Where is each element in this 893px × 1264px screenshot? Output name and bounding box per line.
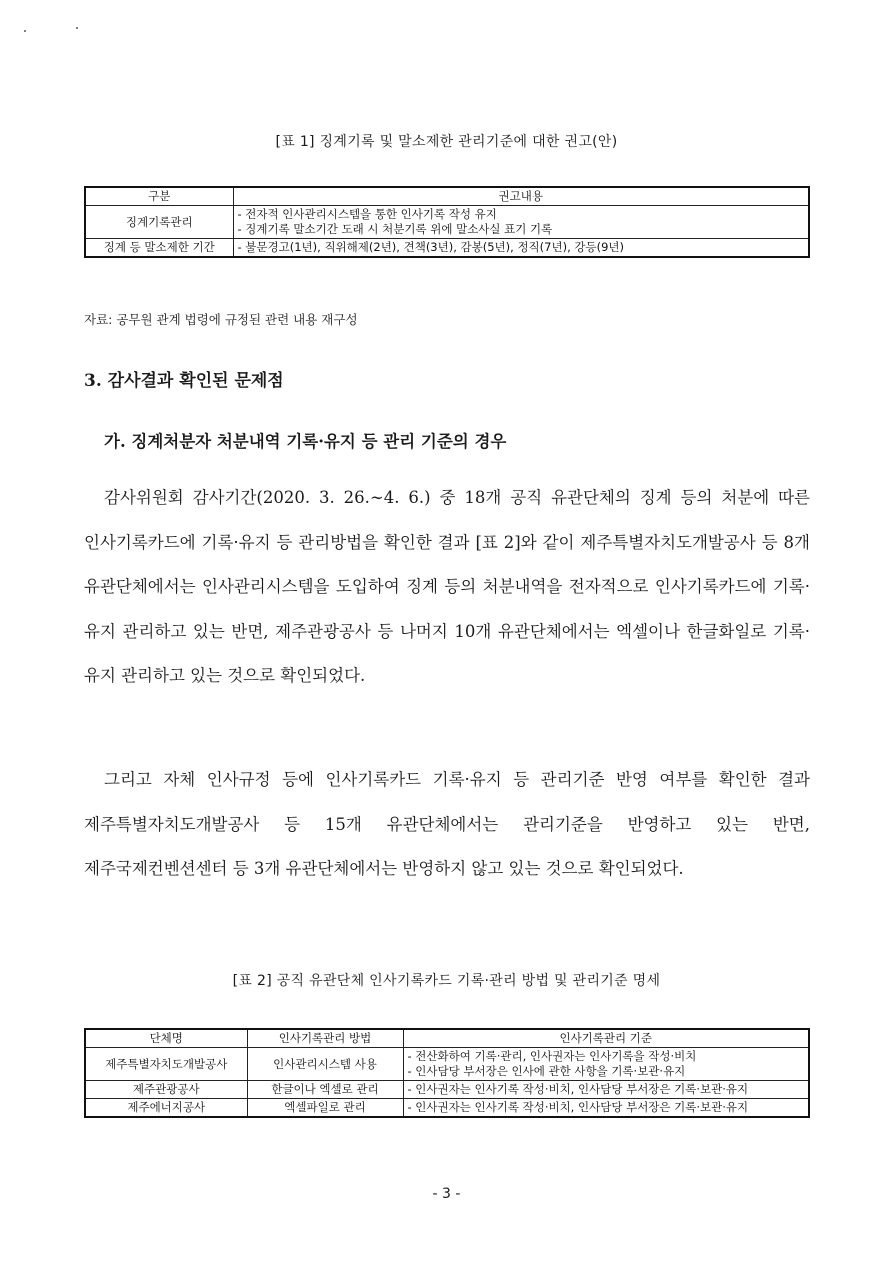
table-cell-method: 인사관리시스템 사용 [247, 1048, 403, 1081]
table1-caption: [표 1] 징계기록 및 말소제한 관리기준에 대한 권고(안) [275, 134, 618, 150]
table-cell-line: - 인사담당 부서장은 인사에 관한 사항을 기록·보관·유지 [407, 1064, 686, 1078]
table-cell-standard [403, 1048, 809, 1081]
table-header-row [85, 1029, 809, 1048]
body-paragraph: 그리고 자체 인사규정 등에 인사기록카드 기록·유지 등 관리기준 반영 여부를 확인한 결과 제주특별자치도개발공사 등 15개 유관단체에서는 관리기준을 반영하고 있는 반면, 제주국제컨벤션센터 등 3개 유관단체에서는 반영하지 않고 있는 것으로 확인되었다. [84, 770, 810, 879]
table-cell-method: 엑셀파일로 관리 [247, 1099, 403, 1118]
section-heading: 3. 감사결과 확인된 문제점 [84, 371, 284, 391]
table-cell-standard [403, 1099, 809, 1118]
table-row [85, 1081, 809, 1099]
table-cell-content [233, 239, 809, 258]
table-cell-method: 한글이나 엑셀로 관리 [247, 1081, 403, 1099]
table-header-cell: 권고내용 [233, 187, 809, 206]
table-1 [84, 186, 810, 258]
table-cell-line: - 징계기록 말소기간 도래 시 처분기록 위에 말소사실 표기 기록 [237, 222, 553, 236]
table-cell-line: - 인사권자는 인사기록 작성·비치, 인사담당 부서장은 기록·보관·유지 [407, 1100, 749, 1114]
table-row [85, 239, 809, 258]
table-header-row [85, 187, 809, 206]
subsection-heading: 가. 징계처분자 처분내역 기록·유지 등 관리 기준의 경우 [104, 432, 507, 451]
scan-speck [24, 30, 26, 32]
table2-caption: [표 2] 공직 유관단체 인사기록카드 기록·관리 방법 및 관리기준 명세 [232, 973, 661, 989]
table-cell-content [233, 206, 809, 239]
table-cell-line: - 불문경고(1년), 직위해제(2년), 견책(3년), 감봉(5년), 정직(7년), 강등(9년) [237, 240, 624, 254]
table-cell-label: 징계기록관리 [85, 206, 233, 239]
table-header-cell: 인사기록관리 방법 [247, 1029, 403, 1048]
table-cell-org: 제주에너지공사 [85, 1099, 247, 1118]
table-cell-standard [403, 1081, 809, 1099]
table-cell-org: 제주특별자치도개발공사 [85, 1048, 247, 1081]
table-cell-line: - 전자적 인사관리시스템을 통한 인사기록 작성 유지 [237, 207, 497, 221]
source-note: 자료: 공무원 관계 법령에 규정된 관련 내용 재구성 [84, 312, 358, 327]
table-cell-label: 징계 등 말소제한 기간 [85, 239, 233, 258]
body-paragraph: 감사위원회 감사기간(2020. 3. 26.∼4. 6.) 중 18개 공직 유관단체의 징계 등의 처분에 따른 인사기록카드에 기록·유지 등 관리방법을 확인한 결과 [표 2]와 같이 제주특별자치도개발공사 등 8개 유관단체에서는 인사관리시스템을 도입하여 징계 등의 처분내역을 전자적으로 인사기록카드에 기록·유지 관리하고 있는 반면, 제주관광공사 등 나머지 10개 유관단체에서는 엑셀이나 한글화일로 기록·유지 관리하고 있는 것으로 확인되었다. [84, 488, 810, 686]
page-number: - 3 - [432, 1186, 461, 1202]
table-header-cell: 인사기록관리 기준 [403, 1029, 809, 1048]
table-2 [84, 1028, 810, 1118]
table-header-cell: 구분 [85, 187, 233, 206]
table-header-cell: 단체명 [85, 1029, 247, 1048]
table-row [85, 1099, 809, 1118]
table-cell-line: - 전산화하여 기록·관리, 인사권자는 인사기록을 작성·비치 [407, 1049, 697, 1063]
table-cell-line: - 인사권자는 인사기록 작성·비치, 인사담당 부서장은 기록·보관·유지 [407, 1082, 749, 1096]
table-row [85, 206, 809, 239]
table-cell-org: 제주관광공사 [85, 1081, 247, 1099]
scan-speck [76, 27, 78, 29]
table-row [85, 1048, 809, 1081]
